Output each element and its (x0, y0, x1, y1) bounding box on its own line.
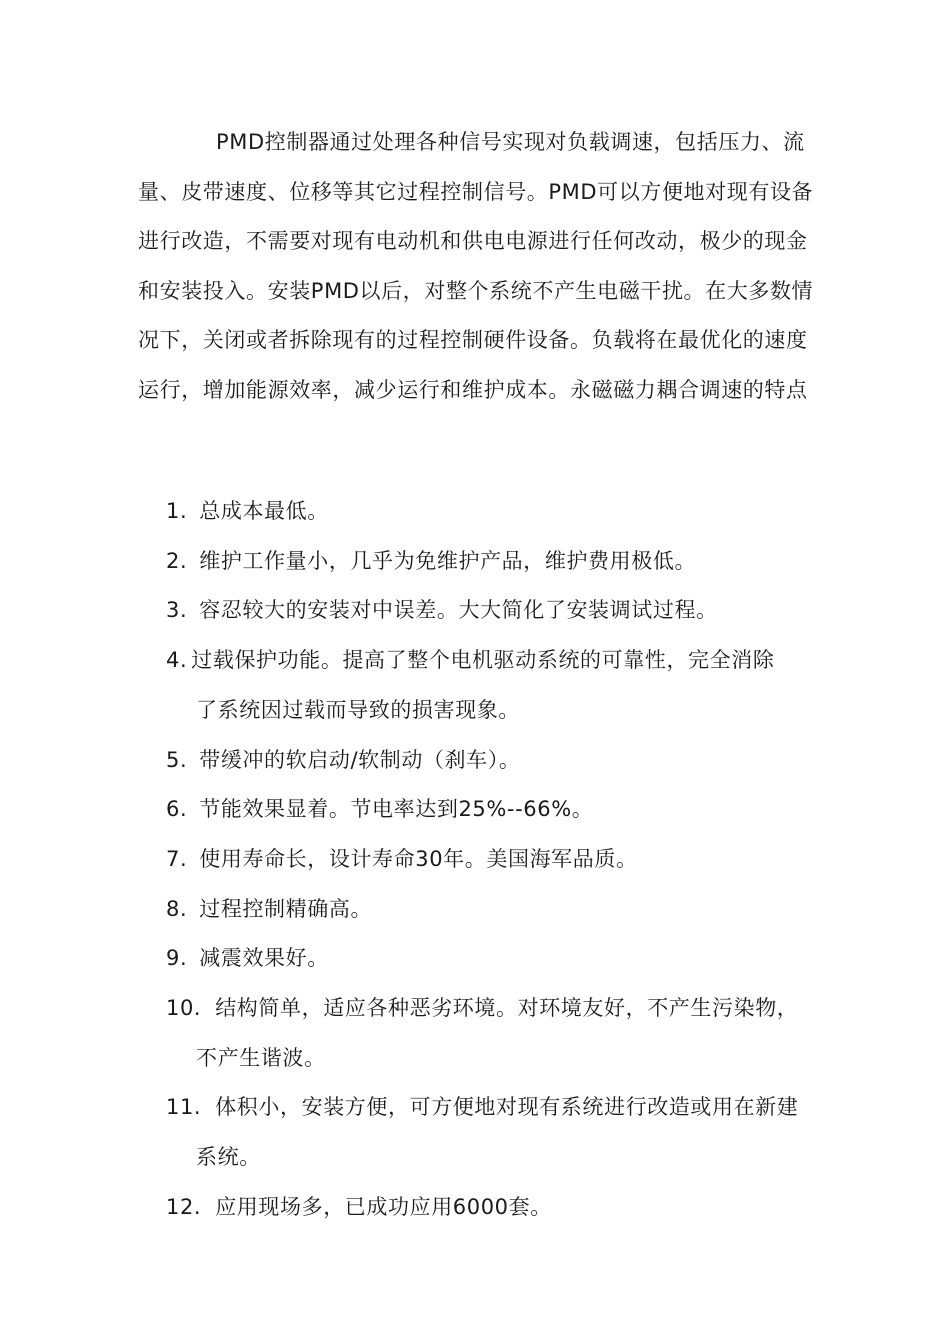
list-item-text: 维护工作量小，几乎为免维护产品，维护费用极低。 (199, 548, 697, 573)
list-item-continuation: 了系统因过载而导致的损害现象。 (196, 697, 520, 722)
list-item-text: 体积小，安装方便，可方便地对现有系统进行改造或用在新建 (215, 1095, 799, 1120)
list-item (166, 1183, 846, 1233)
list-item-text: 节能效果显着。节电率达到25%--66%。 (199, 797, 594, 822)
list-item-text: 过程控制精确高。 (199, 896, 373, 921)
list-number: 1. (166, 499, 188, 523)
list-item-text: 容忍较大的安装对中误差。大大简化了安装调试过程。 (199, 598, 718, 623)
list-number: 9. (166, 946, 188, 971)
list-number: 7. (166, 846, 188, 871)
list-number: 2. (166, 548, 188, 573)
list-number: 8. (166, 896, 188, 921)
list-item (166, 736, 846, 786)
list-item (166, 984, 846, 1083)
list-number: 6. (166, 797, 188, 822)
list-item (166, 636, 846, 735)
list-item-continuation: 不产生谐波。 (196, 1045, 326, 1070)
list-item-text: 总成本最低。 (199, 499, 329, 523)
list-item-text: 使用寿命长，设计寿命30年。美国海军品质。 (199, 846, 638, 871)
list-number: 12. (166, 1194, 202, 1219)
list-item (166, 487, 846, 537)
list-item (166, 785, 846, 835)
list-item (166, 885, 846, 935)
list-number: 11. (166, 1095, 202, 1120)
list-number: 3. (166, 598, 188, 623)
list-number: 4. (166, 648, 188, 673)
list-number: 10. (166, 996, 202, 1021)
list-item (166, 934, 846, 984)
list-item-text: 带缓冲的软启动/软制动（刹车）。 (199, 747, 521, 772)
list-item (166, 586, 846, 636)
list-item (166, 835, 846, 885)
list-item-text: 减震效果好。 (199, 946, 329, 971)
list-item-text: 过载保护功能。提高了整个电机驱动系统的可靠性，完全消除 (191, 648, 775, 673)
list-item-text: 应用现场多，已成功应用6000套。 (215, 1194, 552, 1219)
feature-list (166, 487, 846, 1233)
list-number: 5. (166, 747, 188, 772)
list-item (166, 537, 846, 587)
list-item (166, 1083, 846, 1182)
intro-paragraph: PMD控制器通过处理各种信号实现对负载调速，包括压力、流量、皮带速度、位移等其它过程控制信号。PMD可以方便地对现有设备进行改造，不需要对现有电动机和供电电源进行任何改动，极少的现金和安装投入。安装PMD以后，对整个系统不产生电磁干扰。在大多数情况下，关闭或者拆除现有的过程控制硬件设备。负载将在最优化的速度运行，增加能源效率，减少运行和维护成本。永磁磁力耦合调速的特点 (138, 130, 814, 402)
list-item-text: 结构简单，适应各种恶劣环境。对环境友好，不产生污染物， (215, 996, 799, 1021)
list-item-continuation: 系统。 (196, 1145, 261, 1170)
